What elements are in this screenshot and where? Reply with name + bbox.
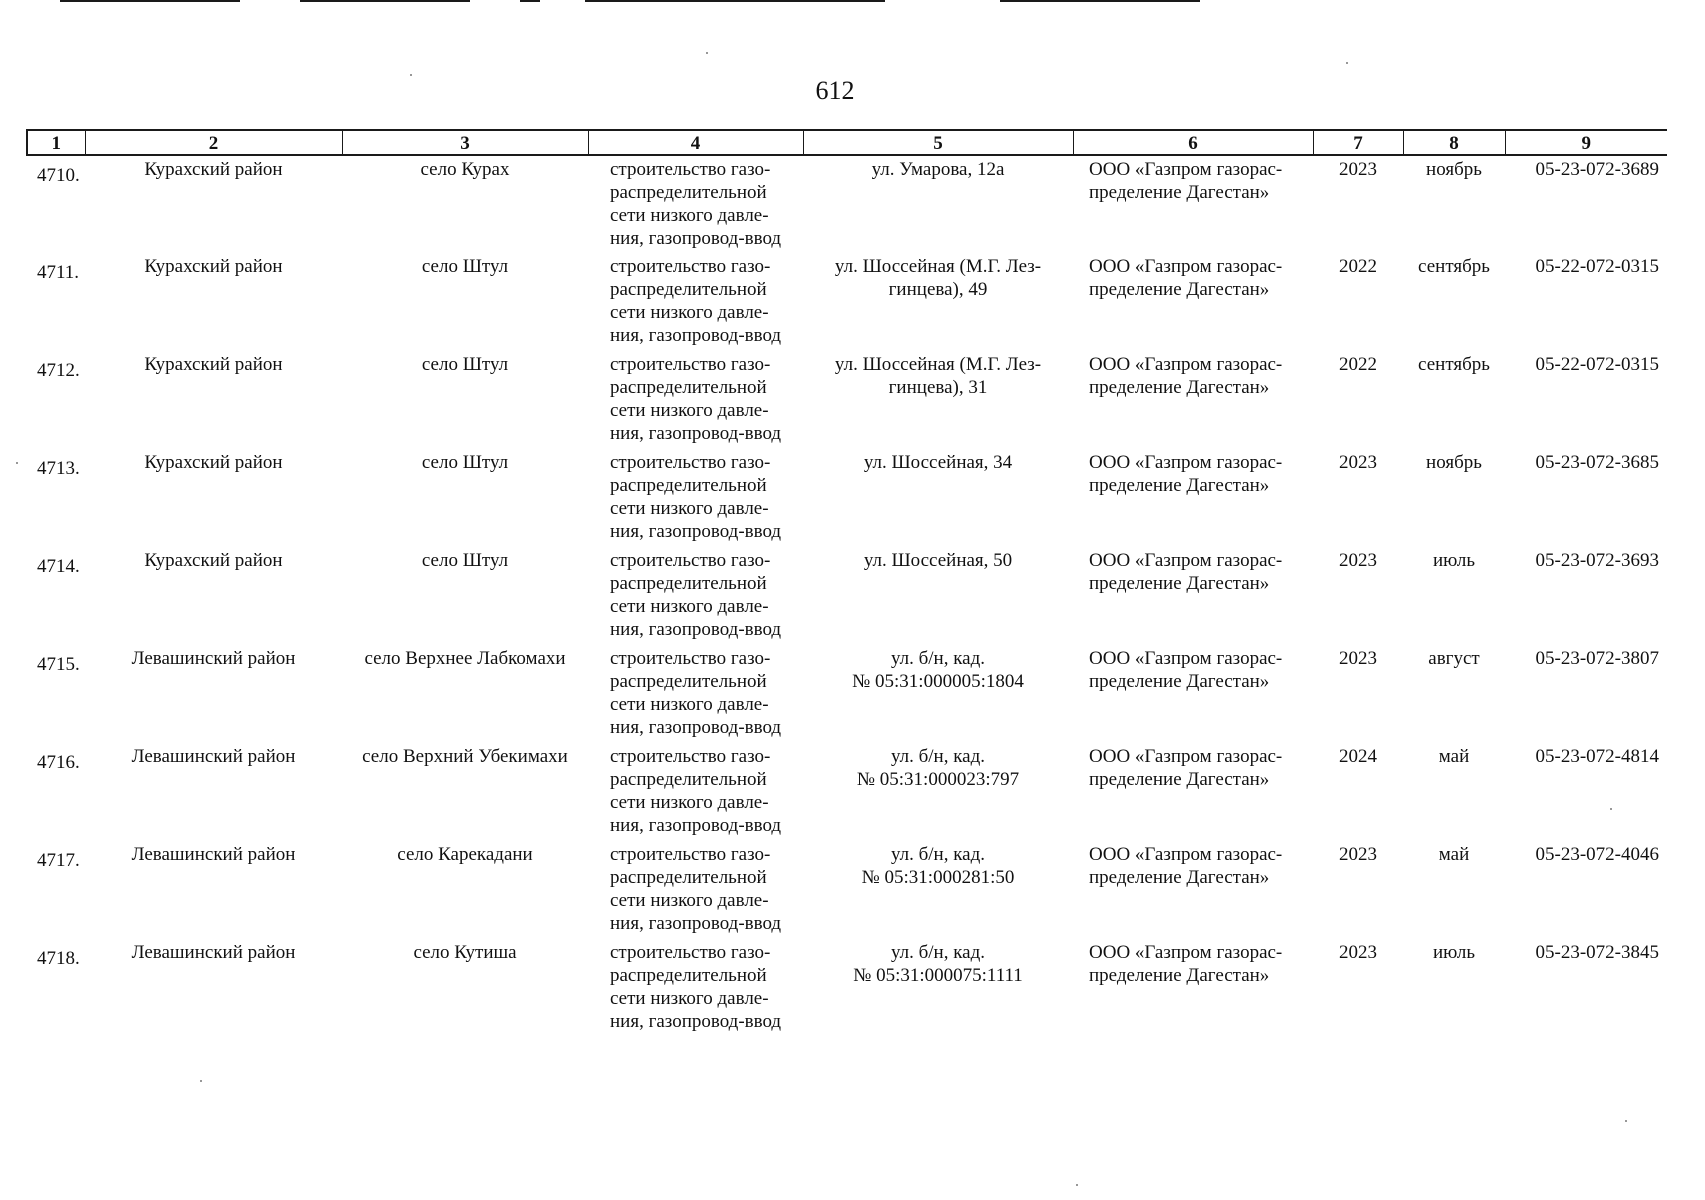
registry-code-cell: 05-23-072-3689 (1535, 159, 1659, 180)
year-cell: 2022 (1339, 354, 1377, 375)
settlement-cell: село Штул (421, 452, 509, 473)
district-cell: Курахский район (144, 452, 283, 473)
top-scan-rule (1000, 0, 1200, 2)
work-description-cell-line: строительство газо- (610, 550, 771, 571)
address-cell (803, 645, 1073, 743)
work-description-cell-line: сети низкого давле- (610, 205, 769, 226)
year-cell: 2023 (1339, 159, 1377, 180)
settlement-cell: село Штул (421, 256, 509, 277)
organization-cell (1073, 939, 1313, 1037)
work-description-cell-line: ния, газопровод-ввод (610, 521, 782, 542)
work-description-cell-line: распределительной (610, 671, 767, 692)
row-number: 4713. (37, 458, 80, 479)
work-description-cell-line: распределительной (610, 965, 767, 986)
register-table (26, 129, 1667, 1037)
organization-cell-line: ООО «Газпром газорас- (1089, 256, 1283, 277)
organization-cell-line: ООО «Газпром газорас- (1089, 942, 1283, 963)
column-number: 1 (27, 130, 85, 155)
address-cell-line: ул. б/н, кад. (890, 844, 986, 865)
work-description-cell-line: сети низкого давле- (610, 988, 769, 1009)
work-description-cell-line: сети низкого давле- (610, 498, 769, 519)
column-number: 8 (1403, 130, 1505, 155)
table-row (27, 155, 1667, 253)
address-cell-line: № 05:31:000075:1111 (853, 965, 1023, 986)
scan-speck (1610, 808, 1612, 810)
registry-code-cell: 05-23-072-4046 (1535, 844, 1659, 865)
work-description-cell (588, 743, 803, 841)
address-cell-line: гинцева), 31 (888, 377, 988, 398)
work-description-cell-line: строительство газо- (610, 844, 771, 865)
organization-cell (1073, 351, 1313, 449)
address-cell-line: ул. б/н, кад. (890, 942, 986, 963)
work-description-cell-line: строительство газо- (610, 942, 771, 963)
district-cell: Левашинский район (131, 648, 296, 669)
year-cell: 2023 (1339, 550, 1377, 571)
address-cell-line: ул. Шоссейная, 50 (863, 550, 1013, 571)
address-cell-line: гинцева), 49 (888, 279, 988, 300)
organization-cell-line: ООО «Газпром газорас- (1089, 648, 1283, 669)
work-description-cell-line: ния, газопровод-ввод (610, 228, 782, 249)
work-description-cell-line: ния, газопровод-ввод (610, 815, 782, 836)
work-description-cell-line: распределительной (610, 279, 767, 300)
organization-cell (1073, 155, 1313, 253)
work-description-cell-line: строительство газо- (610, 648, 771, 669)
top-scan-rule (60, 0, 240, 2)
column-number: 6 (1073, 130, 1313, 155)
work-description-cell-line: сети низкого давле- (610, 694, 769, 715)
page-number: 612 (815, 76, 855, 105)
work-description-cell-line: распределительной (610, 769, 767, 790)
organization-cell-line: пределение Дагестан» (1089, 573, 1270, 594)
work-description-cell (588, 841, 803, 939)
address-cell (803, 547, 1073, 645)
table-body (27, 155, 1667, 1037)
year-cell: 2022 (1339, 256, 1377, 277)
row-number: 4715. (37, 654, 80, 675)
address-cell-line: ул. Шоссейная (М.Г. Лез- (834, 354, 1042, 375)
district-cell: Курахский район (144, 159, 283, 180)
work-description-cell (588, 449, 803, 547)
organization-cell-line: пределение Дагестан» (1089, 182, 1270, 203)
organization-cell-line: пределение Дагестан» (1089, 377, 1270, 398)
table-row (27, 449, 1667, 547)
month-cell: май (1438, 844, 1470, 865)
work-description-cell-line: сети низкого давле- (610, 596, 769, 617)
table-row (27, 253, 1667, 351)
work-description-cell-line: ния, газопровод-ввод (610, 325, 782, 346)
district-cell: Курахский район (144, 256, 283, 277)
month-cell: май (1438, 746, 1470, 767)
settlement-cell: село Верхнее Лабкомахи (364, 648, 566, 669)
table-row (27, 841, 1667, 939)
column-number: 7 (1313, 130, 1403, 155)
column-number: 5 (803, 130, 1073, 155)
row-number: 4712. (37, 360, 80, 381)
address-cell (803, 939, 1073, 1037)
scan-speck (1076, 1184, 1078, 1186)
organization-cell-line: пределение Дагестан» (1089, 867, 1270, 888)
address-cell-line: ул. Шоссейная, 34 (863, 452, 1013, 473)
work-description-cell (588, 547, 803, 645)
organization-cell-line: ООО «Газпром газорас- (1089, 550, 1283, 571)
organization-cell-line: пределение Дагестан» (1089, 965, 1270, 986)
registry-code-cell: 05-23-072-3845 (1535, 942, 1659, 963)
organization-cell-line: пределение Дагестан» (1089, 671, 1270, 692)
column-number: 4 (588, 130, 803, 155)
settlement-cell: село Верхний Убекимахи (362, 746, 568, 767)
work-description-cell-line: ния, газопровод-ввод (610, 717, 782, 738)
row-number: 4716. (37, 752, 80, 773)
work-description-cell-line: строительство газо- (610, 746, 771, 767)
row-number: 4718. (37, 948, 80, 969)
top-scan-rule (300, 0, 470, 2)
month-cell: июль (1432, 550, 1476, 571)
work-description-cell-line: сети низкого давле- (610, 302, 769, 323)
work-description-cell-line: сети низкого давле- (610, 890, 769, 911)
registry-code-cell: 05-23-072-3693 (1535, 550, 1659, 571)
table-row (27, 743, 1667, 841)
address-cell-line: ул. б/н, кад. (890, 746, 986, 767)
settlement-cell: село Кутиша (413, 942, 517, 963)
district-cell: Курахский район (144, 354, 283, 375)
address-cell (803, 841, 1073, 939)
row-number: 4717. (37, 850, 80, 871)
organization-cell-line: ООО «Газпром газорас- (1089, 452, 1283, 473)
scan-speck (1346, 62, 1348, 64)
address-cell-line: № 05:31:000005:1804 (852, 671, 1024, 692)
registry-code-cell: 05-23-072-4814 (1535, 746, 1659, 767)
work-description-cell (588, 253, 803, 351)
work-description-cell-line: распределительной (610, 182, 767, 203)
year-cell: 2023 (1339, 844, 1377, 865)
work-description-cell-line: сети низкого давле- (610, 792, 769, 813)
work-description-cell-line: ния, газопровод-ввод (610, 913, 782, 934)
work-description-cell-line: ния, газопровод-ввод (610, 619, 782, 640)
organization-cell (1073, 841, 1313, 939)
address-cell-line: ул. б/н, кад. (890, 648, 986, 669)
work-description-cell (588, 351, 803, 449)
month-cell: сентябрь (1418, 256, 1490, 277)
organization-cell (1073, 743, 1313, 841)
year-cell: 2023 (1339, 452, 1377, 473)
organization-cell-line: пределение Дагестан» (1089, 475, 1270, 496)
work-description-cell-line: сети низкого давле- (610, 400, 769, 421)
address-cell (803, 155, 1073, 253)
row-number: 4711. (37, 262, 80, 283)
district-cell: Левашинский район (131, 942, 296, 963)
month-cell: сентябрь (1418, 354, 1490, 375)
year-cell: 2024 (1339, 746, 1377, 767)
organization-cell-line: ООО «Газпром газорас- (1089, 354, 1283, 375)
address-cell-line: № 05:31:000281:50 (861, 867, 1015, 888)
year-cell: 2023 (1339, 942, 1377, 963)
organization-cell-line: ООО «Газпром газорас- (1089, 844, 1283, 865)
column-number-row (27, 130, 1667, 155)
column-number: 9 (1505, 130, 1667, 155)
work-description-cell-line: строительство газо- (610, 256, 771, 277)
work-description-cell-line: распределительной (610, 475, 767, 496)
district-cell: Левашинский район (131, 844, 296, 865)
district-cell: Курахский район (144, 550, 283, 571)
year-cell: 2023 (1339, 648, 1377, 669)
address-cell (803, 351, 1073, 449)
registry-code-cell: 05-23-072-3807 (1535, 648, 1659, 669)
column-number: 3 (342, 130, 588, 155)
organization-cell-line: ООО «Газпром газорас- (1089, 746, 1283, 767)
scan-speck (410, 74, 412, 76)
month-cell: август (1428, 648, 1480, 669)
work-description-cell-line: распределительной (610, 377, 767, 398)
registry-code-cell: 05-22-072-0315 (1535, 256, 1659, 277)
table-row (27, 939, 1667, 1037)
organization-cell (1073, 645, 1313, 743)
top-scan-rule (585, 0, 885, 2)
month-cell: ноябрь (1426, 159, 1482, 180)
table-row (27, 645, 1667, 743)
scan-speck (706, 52, 708, 54)
scan-speck (16, 462, 18, 464)
organization-cell-line: ООО «Газпром газорас- (1089, 159, 1283, 180)
organization-cell (1073, 547, 1313, 645)
scan-speck (200, 1080, 202, 1082)
work-description-cell-line: строительство газо- (610, 159, 771, 180)
district-cell: Левашинский район (131, 746, 296, 767)
organization-cell (1073, 253, 1313, 351)
scan-speck (1625, 1120, 1627, 1122)
organization-cell-line: пределение Дагестан» (1089, 279, 1270, 300)
settlement-cell: село Штул (421, 550, 509, 571)
address-cell-line: ул. Шоссейная (М.Г. Лез- (834, 256, 1042, 277)
work-description-cell-line: ния, газопровод-ввод (610, 1011, 782, 1032)
organization-cell-line: пределение Дагестан» (1089, 769, 1270, 790)
month-cell: июль (1432, 942, 1476, 963)
work-description-cell (588, 155, 803, 253)
work-description-cell-line: строительство газо- (610, 452, 771, 473)
settlement-cell: село Штул (421, 354, 509, 375)
address-cell (803, 449, 1073, 547)
address-cell-line: № 05:31:000023:797 (856, 769, 1020, 790)
organization-cell (1073, 449, 1313, 547)
work-description-cell-line: распределительной (610, 573, 767, 594)
top-scan-rule (520, 0, 540, 2)
row-number: 4710. (37, 165, 80, 186)
settlement-cell: село Курах (420, 159, 510, 180)
work-description-cell (588, 645, 803, 743)
column-number: 2 (85, 130, 342, 155)
work-description-cell-line: распределительной (610, 867, 767, 888)
registry-code-cell: 05-22-072-0315 (1535, 354, 1659, 375)
row-number: 4714. (37, 556, 80, 577)
address-cell (803, 743, 1073, 841)
table-row (27, 547, 1667, 645)
work-description-cell (588, 939, 803, 1037)
settlement-cell: село Карекадани (397, 844, 533, 865)
month-cell: ноябрь (1426, 452, 1482, 473)
address-cell (803, 253, 1073, 351)
address-cell-line: ул. Умарова, 12а (871, 159, 1005, 180)
table-row (27, 351, 1667, 449)
registry-code-cell: 05-23-072-3685 (1535, 452, 1659, 473)
work-description-cell-line: строительство газо- (610, 354, 771, 375)
work-description-cell-line: ния, газопровод-ввод (610, 423, 782, 444)
